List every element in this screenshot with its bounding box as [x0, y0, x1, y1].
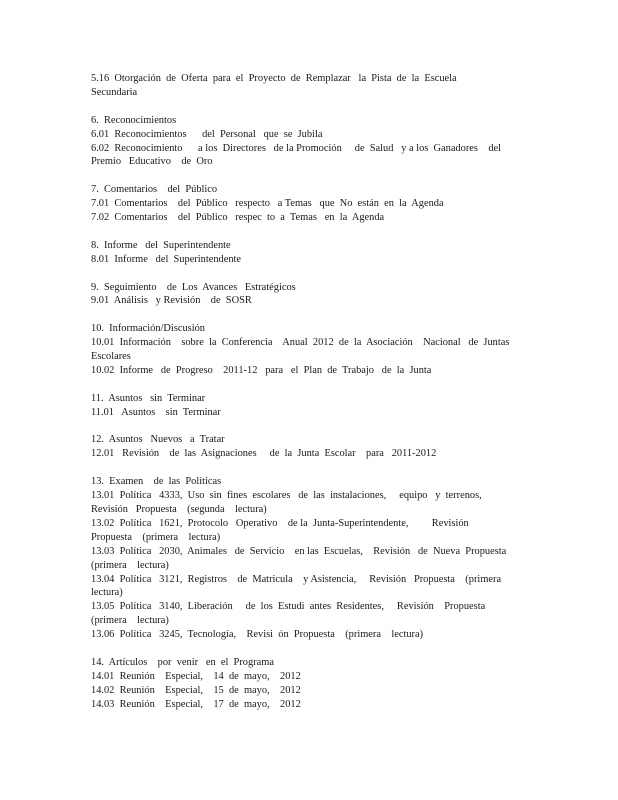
agenda-section [91, 322, 521, 378]
agenda-item-line: 6.01 Reconocimientos del Personal que se Jubila [91, 128, 323, 140]
section-heading-line: 14. Artículos por venir en el Programa [91, 656, 274, 668]
agenda-section [91, 656, 521, 712]
agenda-section [91, 475, 521, 642]
agenda-item-line: Escolares [91, 351, 131, 363]
agenda-item-line: 11.01 Asuntos sin Terminar [91, 406, 221, 418]
agenda-item-line: Premio Educativo de Oro [91, 156, 213, 168]
section-heading-line: 6. Reconocimientos [91, 114, 177, 126]
section-heading-line: 8. Informe del Superintendente [91, 239, 231, 251]
section-heading-line: 13. Examen de las Políticas [91, 476, 222, 488]
agenda-item-line: 10.02 Informe de Progreso 2011-12 para el Plan de Trabajo de la Junta [91, 364, 432, 376]
section-heading-line: 7. Comentarios del Público [91, 184, 218, 196]
section-heading-line: 10. Información/Discusión [91, 323, 205, 335]
agenda-item-line: Revisión Propuesta (segunda lectura) [91, 503, 267, 515]
agenda-section [91, 239, 521, 267]
agenda-item-line: 13.01 Política 4333, Uso sin fines escolares de las instalaciones, equipo y terrenos, [91, 490, 482, 502]
agenda-section [91, 392, 521, 420]
agenda-item-line: 13.05 Política 3140, Liberación de los Estudi antes Residentes, Revisión Propuesta [91, 601, 486, 613]
section-heading-line: 9. Seguimiento de Los Avances Estratégicos [91, 281, 296, 293]
agenda-item-line: 13.06 Política 3245, Tecnología, Revisi ón Propuesta (primera lectura) [91, 629, 424, 641]
agenda-item-line: 8.01 Informe del Superintendente [91, 253, 242, 265]
agenda-item-line: (primera lectura) [91, 615, 169, 627]
section-heading-line: 5.16 Otorgación de Oferta para el Proyecto de Remplazar la Pista de la Escuela [91, 73, 457, 84]
agenda-section [91, 114, 521, 170]
agenda-section [91, 281, 521, 309]
agenda-item-line: (primera lectura) [91, 559, 169, 571]
agenda-item-line: Propuesta (primera lectura) [91, 531, 221, 543]
agenda-item-line: lectura) [91, 587, 123, 599]
agenda-item-line: 12.01 Revisión de las Asignaciones de la Junta Escolar para 2011-2012 [91, 448, 437, 460]
agenda-item-line: 7.01 Comentarios del Público respecto a Temas que No están en la Agenda [91, 198, 444, 210]
agenda-item-line: 6.02 Reconocimiento a los Directores de la Promoción de Salud y a los Ganadores del [91, 142, 502, 154]
agenda-section [91, 433, 521, 461]
agenda-section [91, 72, 521, 100]
agenda-document [91, 72, 521, 725]
agenda-item-line: 14.01 Reunión Especial, 14 de mayo, 2012 [91, 670, 301, 682]
agenda-item-line: 14.03 Reunión Especial, 17 de mayo, 2012 [91, 698, 301, 710]
agenda-item-line: 13.04 Política 3121, Registros de Matricula y Asistencia, Revisión Propuesta (primera [91, 573, 502, 585]
agenda-item-line: 13.02 Política 1621, Protocolo Operativo de la Junta-Superintendente, Revisión [91, 517, 469, 529]
section-heading-line: 12. Asuntos Nuevos a Tratar [91, 434, 225, 446]
section-heading-line: 11. Asuntos sin Terminar [91, 392, 206, 404]
agenda-section [91, 183, 521, 225]
agenda-item-line: 10.01 Información sobre la Conferencia Anual 2012 de la Asociación Nacional de Juntas [91, 337, 510, 349]
agenda-item-line: 7.02 Comentarios del Público respec to a Temas en la Agenda [91, 212, 385, 224]
agenda-item-line: 9.01 Análisis y Revisión de SOSR [91, 295, 252, 307]
agenda-item-line: 14.02 Reunión Especial, 15 de mayo, 2012 [91, 684, 301, 696]
agenda-item-line: Secundaria [91, 86, 138, 98]
agenda-item-line: 13.03 Política 2030, Animales de Servicio en las Escuelas, Revisión de Nueva Propuesta [91, 545, 507, 557]
